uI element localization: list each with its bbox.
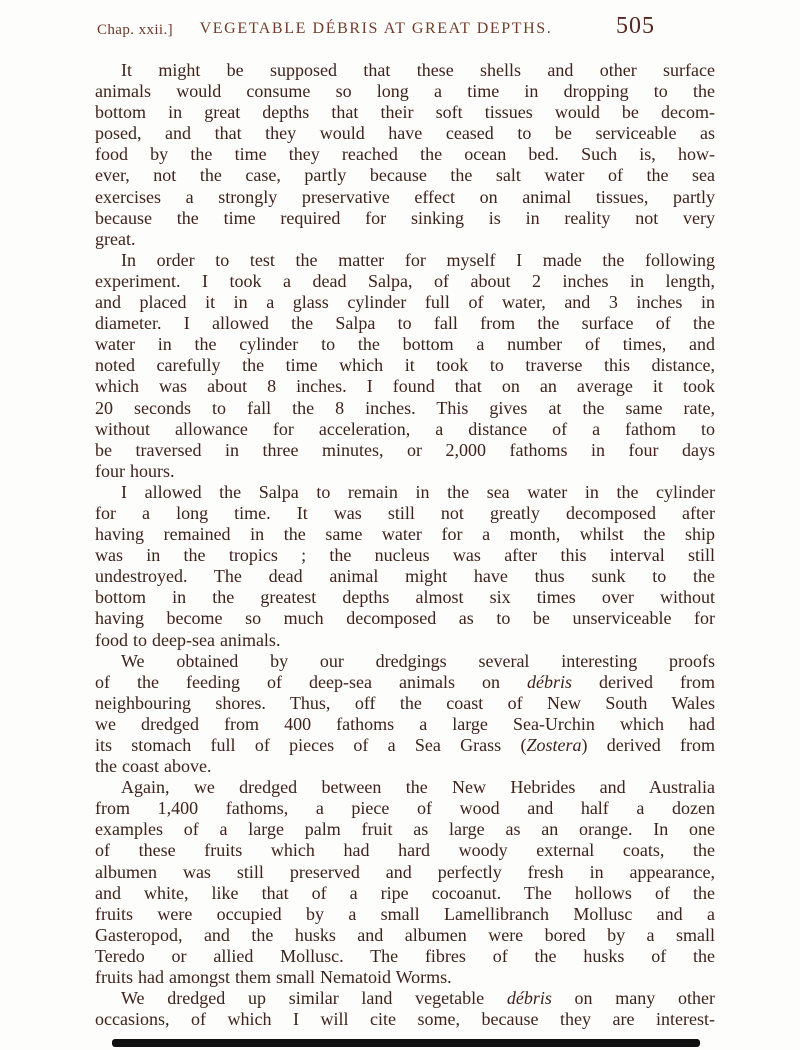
text-line [95, 334, 715, 355]
text-line [95, 81, 715, 102]
text-segment: ever, not the case, partly because the salt water of the sea [95, 165, 715, 186]
text-line [95, 714, 715, 735]
text-segment: we dredged from 400 fathoms a large Sea-Urchin which had [95, 713, 715, 734]
text-segment: 20 seconds to fall the 8 inches. This gives at the same rate, [95, 397, 715, 418]
text-line [95, 693, 715, 714]
text-line [95, 798, 715, 819]
text-line [95, 967, 715, 988]
text-segment: having become so much decomposed as to be unserviceable for [95, 608, 715, 629]
text-segment: derived from [572, 671, 715, 692]
text-line [95, 819, 715, 840]
paragraph [95, 250, 715, 482]
text-segment: Teredo or allied Mollusc. The fibres of the husks of the [95, 945, 715, 966]
text-segment: It might be supposed that these shells and other surface [121, 60, 715, 80]
text-line [95, 587, 715, 608]
text-line [95, 566, 715, 587]
paragraph [95, 988, 715, 1030]
text-line [95, 60, 715, 81]
text-line [95, 756, 715, 777]
text-line [95, 208, 715, 229]
text-line [95, 862, 715, 883]
text-segment: bottom in the greatest depths almost six times over without [95, 587, 715, 608]
text-segment: and white, like that of a ripe cocoanut. The hollows of the [95, 882, 715, 903]
text-line [95, 651, 715, 672]
text-line [95, 608, 715, 629]
text-line [95, 102, 715, 123]
body-text [95, 60, 715, 1030]
text-line [95, 840, 715, 861]
text-segment: undestroyed. The dead animal might have thus sunk to the [95, 566, 715, 587]
text-segment: of these fruits which had hard woody external coats, the [95, 840, 715, 861]
paragraph [95, 777, 715, 988]
text-line [95, 883, 715, 904]
chapter-label: Chap. xxii.] [97, 22, 174, 38]
text-segment: water in the cylinder to the bottom a number of times, and [95, 334, 715, 355]
text-segment: examples of a large palm fruit as large as an orange. In one [95, 819, 715, 840]
text-segment: its stomach full of pieces of a Sea Grass ( [95, 735, 527, 755]
text-segment: animals would consume so long a time in dropping to the [95, 81, 715, 102]
text-segment: fruits had amongst them small Nematoid Worms. [95, 967, 452, 988]
paragraph [95, 60, 715, 250]
text-line [95, 545, 715, 566]
text-segment: without allowance for acceleration, a distance of a fathom to [95, 418, 715, 439]
text-segment: great. [95, 228, 136, 249]
italic-term: débris [506, 988, 552, 1009]
page-title: VEGETABLE DÉBRIS AT GREAT DEPTHS. [199, 20, 553, 37]
text-segment: ) derived from [581, 735, 715, 755]
text-segment: bottom in great depths that their soft tissues would be decom- [95, 102, 715, 123]
text-segment: for a long time. It was still not greatly decomposed after [95, 502, 715, 523]
text-line [95, 735, 715, 756]
paragraph [95, 651, 715, 778]
text-segment: I allowed the Salpa to remain in the sea water in the cylinder [121, 481, 715, 502]
text-segment: on many other [551, 988, 715, 1009]
text-segment: which was about 8 inches. I found that on an average it took [95, 376, 715, 397]
text-segment: diameter. I allowed the Salpa to fall from the surface of the [95, 313, 715, 334]
text-line [95, 925, 715, 946]
text-line [95, 419, 715, 440]
text-segment: food to deep-sea animals. [95, 629, 281, 650]
text-segment: experiment. I took a dead Salpa, of about 2 inches in length, [95, 270, 715, 291]
text-segment: posed, and that they would have ceased to be serviceable as [95, 123, 715, 144]
text-segment: In order to test the matter for myself I made the following [121, 249, 715, 270]
text-segment: food by the time they reached the ocean bed. Such is, how- [95, 144, 715, 165]
text-segment: neighbouring shores. Thus, off the coast of New South Wales [95, 692, 715, 713]
page-number: 505 [616, 13, 655, 39]
text-segment: exercises a strongly preservative effect on animal tissues, partly [95, 186, 715, 207]
text-line [95, 376, 715, 397]
text-segment: noted carefully the time which it took to traverse this distance, [95, 355, 715, 376]
text-line [95, 355, 715, 376]
text-line [95, 482, 715, 503]
text-line [95, 313, 715, 334]
text-line [95, 946, 715, 967]
text-line [95, 250, 715, 271]
text-line [95, 672, 715, 693]
text-segment: and placed it in a glass cylinder full of water, and 3 inches in [95, 292, 715, 313]
text-line [95, 524, 715, 545]
text-line [95, 165, 715, 186]
text-line [95, 144, 715, 165]
text-segment: Gasteropod, and the husks and albumen were bored by a small [95, 924, 715, 945]
text-line [95, 988, 715, 1009]
text-line [95, 503, 715, 524]
text-segment: Again, we dredged between the New Hebrides and Australia [121, 777, 715, 798]
text-segment: We obtained by our dredgings several interesting proofs [121, 650, 715, 671]
text-segment: four hours. [95, 460, 175, 481]
text-segment: was in the tropics ; the nucleus was after this interval still [95, 545, 715, 566]
italic-term: débris [527, 671, 572, 692]
text-segment: We dredged up similar land vegetable [121, 988, 507, 1009]
text-segment: because the time required for sinking is in reality not very [95, 207, 715, 228]
text-segment: the coast above. [95, 756, 212, 777]
text-segment: of the feeding of deep-sea animals on [95, 671, 527, 692]
text-segment: having remained in the same water for a month, whilst the ship [95, 524, 715, 545]
scan-artifact-bar [112, 1039, 700, 1047]
text-line [95, 398, 715, 419]
text-segment: occasions, of which I will cite some, because they are interest- [95, 1009, 715, 1030]
text-line [95, 229, 715, 250]
paragraph [95, 482, 715, 651]
text-segment: fruits were occupied by a small Lamellibranch Mollusc and a [95, 903, 715, 924]
text-line [95, 630, 715, 651]
text-line [95, 123, 715, 144]
text-line [95, 777, 715, 798]
text-line [95, 187, 715, 208]
text-line [95, 1009, 715, 1030]
text-line [95, 292, 715, 313]
text-line [95, 461, 715, 482]
text-segment: albumen was still preserved and perfectly fresh in appearance, [95, 861, 715, 882]
text-line [95, 904, 715, 925]
text-line [95, 271, 715, 292]
text-segment: be traversed in three minutes, or 2,000 fathoms in four days [95, 439, 715, 460]
text-line [95, 440, 715, 461]
italic-term: Zostera [526, 735, 582, 755]
text-segment: from 1,400 fathoms, a piece of wood and half a dozen [95, 798, 715, 819]
